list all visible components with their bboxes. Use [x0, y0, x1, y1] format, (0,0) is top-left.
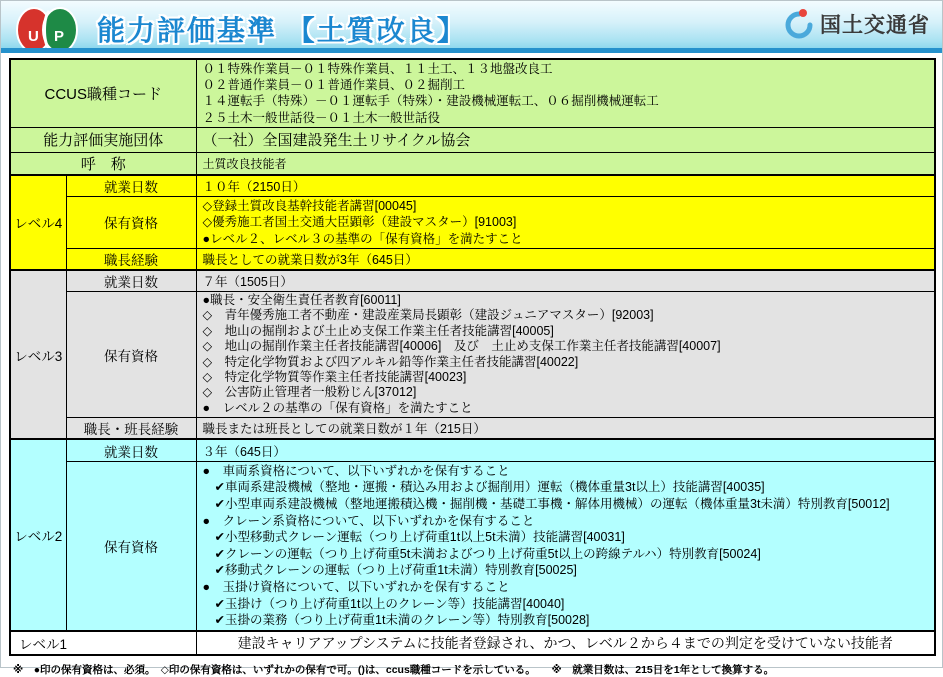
header-divider — [1, 48, 942, 53]
qualification-line: ✔玉掛け（つり上げ荷重1t以上のクレーン等）技能講習[40040] — [214, 596, 565, 611]
qualification-line: ✔玉掛の業務（つり上げ荷重1t未満のクレーン等）特別教育[50028] — [214, 613, 590, 628]
level3-foreman-value: 職長または班長としての就業日数が１年（215日） — [196, 418, 935, 440]
level4-qualifications-value — [196, 196, 935, 248]
level4-workdays-value: １０年（2150日） — [196, 175, 935, 197]
level4-workdays-label: 就業日数 — [66, 175, 196, 197]
level4-foreman-label: 職長経験 — [66, 249, 196, 271]
level2-workdays-label: 就業日数 — [66, 439, 196, 461]
org-row — [10, 127, 935, 152]
qualification-line: ◇ 青年優秀施工者不動産・建設産業局長顕彰（建設ジュニアマスター）[92003] — [202, 308, 654, 323]
level4-qualifications-row — [10, 196, 935, 248]
level2-label: レベル2 — [10, 439, 66, 630]
qualification-line: ✔小型移動式クレーン運転（つり上げ荷重1t以上5t未満）技能講習[40031] — [214, 530, 625, 545]
page-header — [1, 1, 942, 48]
qualification-line: ◇ 地山の掘削作業主任者技能講習[40006] 及び 土止め支保工作業主任者技能講習[40007] — [202, 339, 721, 354]
name-row — [10, 152, 935, 175]
org-label: 能力評価実施団体 — [10, 127, 196, 152]
level1-row — [10, 631, 935, 655]
level3-foreman-row — [10, 418, 935, 440]
name-label: 呼 称 — [10, 152, 196, 175]
qualification-line: ✔クレーンの運転（つり上げ荷重5t未満およびつり上げ荷重5t以上の跨線テルハ）特別教育[50024] — [214, 546, 761, 561]
level2-qualifications-label: 保有資格 — [66, 461, 196, 630]
ccus-logo-letter-p: P — [54, 28, 65, 45]
level4-qualifications-label: 保有資格 — [66, 196, 196, 248]
qualification-line: ●職長・安全衛生責任者教育[60011] — [202, 293, 401, 308]
qualification-line: ● 玉掛け資格について、以下いずれかを保有すること — [202, 579, 510, 594]
qualification-line: ✔小型車両系建設機械（整地運搬積込機・掘削機・基礎工事機・解体用機械）の運転（機体重量3t未満）特別教育[50012] — [214, 496, 890, 511]
qualification-line: ◇優秀施工者国土交通大臣顕彰（建設マスター）[91003] — [202, 215, 517, 230]
ccus-code-line: ２５土木一般世話役－０１土木一般世話役 — [202, 110, 441, 125]
level2-workdays-row — [10, 439, 935, 461]
ccus-code-line: ０２普通作業員－０１普通作業員、０２掘削工 — [202, 78, 466, 93]
level3-workdays-value: ７年（1505日） — [196, 270, 935, 292]
qualification-line: ◇ 特定化学物質等作業主任者技能講習[40023] — [202, 370, 467, 385]
ccus-code-line: ０１特殊作業員－０１特殊作業員、１１土工、１３地盤改良工 — [202, 62, 553, 76]
qualification-line: ◇ 特定化学物質および四アルキル鉛等作業主任者技能講習[40022] — [202, 354, 579, 369]
qualification-line: ●レベル２、レベル３の基準の「保有資格」を満たすこと — [202, 231, 523, 246]
level3-workdays-row — [10, 270, 935, 292]
ccus-code-value — [196, 59, 935, 127]
qualification-line: ◇ 公害防止管理者一般粉じん[37012] — [202, 385, 417, 400]
level3-qualifications-row — [10, 292, 935, 418]
qualification-line: ✔移動式クレーンの運転（つり上げ荷重1t未満）特別教育[50025] — [214, 563, 577, 578]
level4-foreman-value: 職長としての就業日数が3年（645日） — [196, 249, 935, 271]
qualification-line: ✔車両系建設機械（整地・運搬・積込み用および掘削用）運転（機体重量3t以上）技能講習[40035] — [214, 480, 765, 495]
ministry-logo — [782, 7, 930, 41]
mlit-mark-icon — [782, 7, 816, 41]
qualification-line: ◇登録土質改良基幹技能者講習[00045] — [202, 198, 417, 213]
level1-label: レベル1 — [10, 631, 196, 655]
footnote: ※ ●印の保有資格は、必須。 ◇印の保有資格は、いずれかの保有で可。()は、ccus職種コードを示している。 ※ 就業日数は、215日を1年として換算する。 — [13, 663, 775, 676]
level1-value: 建設キャリアアップシステムに技能者登録され、かつ、レベル２から４までの判定を受けていない技能者 — [196, 631, 935, 655]
level4-workdays-row — [10, 175, 935, 197]
level3-workdays-label: 就業日数 — [66, 270, 196, 292]
qualification-line: ● クレーン系資格について、以下いずれかを保有すること — [202, 513, 535, 528]
level4-foreman-row — [10, 249, 935, 271]
level2-qualifications-value — [196, 461, 935, 630]
page-title: 能力評価基準 【土質改良】 — [97, 15, 467, 46]
level2-qualifications-row — [10, 461, 935, 630]
ccus-code-label: CCUS職種コード — [10, 59, 196, 127]
qualification-line: ◇ 地山の掘削および土止め支保工作業主任者技能講習[40005] — [202, 323, 554, 338]
level3-foreman-label: 職長・班長経験 — [66, 418, 196, 440]
level3-qualifications-label: 保有資格 — [66, 292, 196, 418]
qualification-line: ● レベル２の基準の「保有資格」を満たすこと — [202, 400, 473, 415]
qualification-line: ● 車両系資格について、以下いずれかを保有すること — [202, 463, 510, 478]
ccus-code-line: １４運転手（特殊）－０１運転手（特殊）・建設機械運転工、０６掘削機械運転工 — [202, 94, 659, 109]
evaluation-table — [9, 58, 936, 656]
ministry-name: 国土交通省 — [820, 14, 930, 37]
level3-qualifications-value — [196, 292, 935, 418]
name-value: 土質改良技能者 — [196, 152, 935, 175]
level4-label: レベル4 — [10, 175, 66, 270]
ccus-logo-letter-u: U — [28, 28, 39, 45]
ccus-code-row — [10, 59, 935, 127]
level2-workdays-value: ３年（645日） — [196, 439, 935, 461]
level3-label: レベル3 — [10, 270, 66, 439]
org-value: （一社）全国建設発生土リサイクル協会 — [196, 127, 935, 152]
